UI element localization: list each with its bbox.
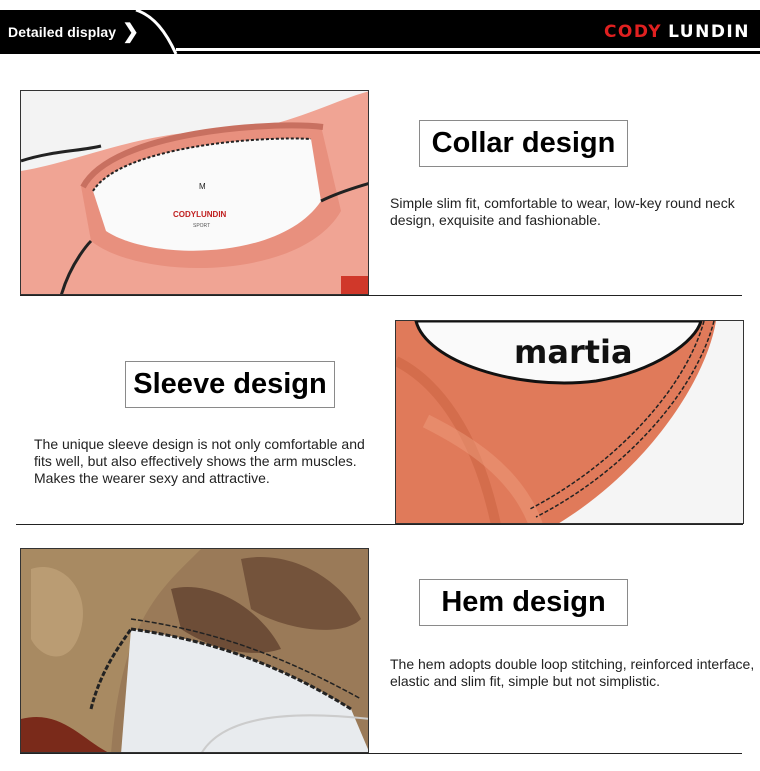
section-divider — [16, 524, 743, 525]
tag-sub: SPORT — [193, 223, 211, 229]
sleeve-print-text: martia — [514, 333, 633, 371]
header-underline — [176, 48, 760, 51]
section-divider — [20, 295, 742, 296]
hem-title: Hem design — [419, 579, 628, 626]
sleeve-title: Sleeve design — [125, 361, 335, 408]
sleeve-description: The unique sleeve design is not only comfortable and fits well, but also effectively shows the arm muscles. Makes the wearer sexy and attractive. — [34, 436, 365, 486]
sleeve-photo — [395, 320, 744, 524]
section-tab — [0, 10, 150, 54]
hem-description: The hem adopts double loop stitching, reinforced interface, elastic and slim fit, simple but not simplistic. — [390, 656, 755, 689]
brand-logo-red: CODY — [603, 22, 663, 42]
collar-description: Simple slim fit, comfortable to wear, low-key round neck design, exquisite and fashionable. — [390, 195, 735, 228]
brand-logo-white: LUNDIN — [668, 22, 750, 42]
collar-title: Collar design — [419, 120, 628, 167]
chevron-right-icon: ❯ — [122, 21, 139, 43]
collar-photo — [20, 90, 369, 295]
tag-size: M — [199, 182, 206, 191]
header-title: Detailed display — [8, 24, 117, 40]
hem-photo — [20, 548, 369, 753]
tag-brand: CODYLUNDIN — [173, 210, 227, 219]
header-bar — [0, 10, 760, 54]
brand-logo — [604, 22, 750, 42]
section-divider — [20, 753, 742, 754]
